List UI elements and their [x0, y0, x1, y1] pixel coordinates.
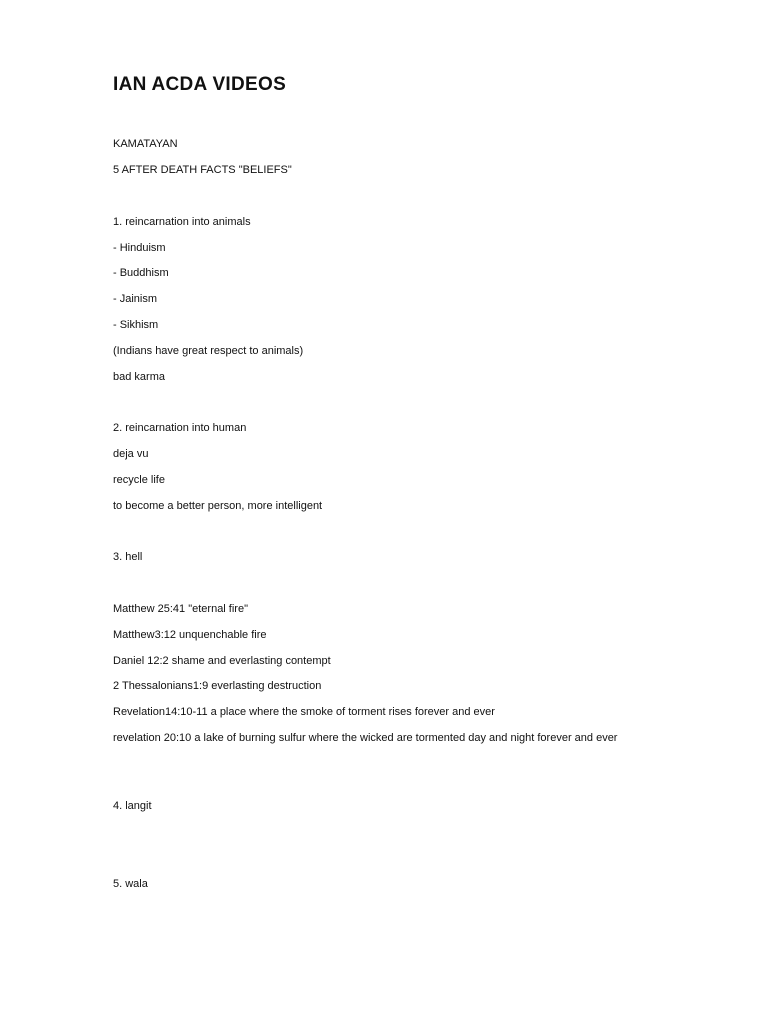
section3-verse: Revelation14:10-11 a place where the smoke of torment rises forever and ever — [113, 706, 495, 718]
section1-note: (Indians have great respect to animals) — [113, 345, 304, 357]
section1-item: - Sikhism — [113, 319, 159, 331]
section4-title: 4. langit — [113, 800, 152, 812]
section3-title: 3. hell — [113, 551, 143, 563]
section3-verse: Daniel 12:2 shame and everlasting contempt — [113, 655, 331, 667]
section5-title: 5. wala — [113, 878, 148, 890]
section3-verse: Matthew 25:41 "eternal fire" — [113, 603, 248, 615]
document-title: IAN ACDA VIDEOS — [113, 74, 287, 95]
section1-title: 1. reincarnation into animals — [113, 216, 251, 228]
section2-line: deja vu — [113, 448, 149, 460]
heading: KAMATAYAN — [113, 138, 178, 150]
section1-item: - Jainism — [113, 293, 158, 305]
section1-item: - Buddhism — [113, 267, 169, 279]
section3-verse: 2 Thessalonians1:9 everlasting destruction — [113, 680, 322, 692]
subheading: 5 AFTER DEATH FACTS "BELIEFS" — [113, 164, 292, 176]
section1-item: - Hinduism — [113, 242, 166, 254]
section3-verse: revelation 20:10 a lake of burning sulfur where the wicked are tormented day and night forever and ever — [113, 732, 618, 744]
section2-line: recycle life — [113, 474, 165, 486]
section2-title: 2. reincarnation into human — [113, 422, 247, 434]
section1-extra: bad karma — [113, 371, 165, 383]
section2-line: to become a better person, more intelligent — [113, 500, 323, 512]
section3-verse: Matthew3:12 unquenchable fire — [113, 629, 267, 641]
